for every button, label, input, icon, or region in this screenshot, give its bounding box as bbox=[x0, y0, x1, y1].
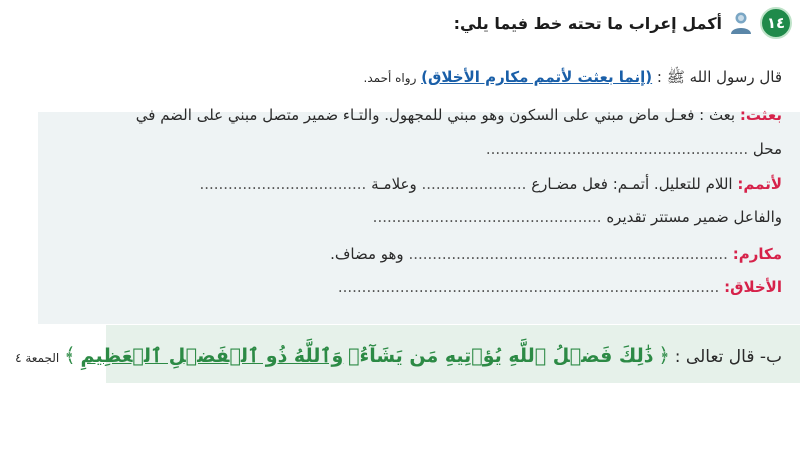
item-1-mahal: محل bbox=[752, 140, 782, 158]
item-2-text-b: وعلامـة bbox=[371, 175, 417, 193]
item-1-word: بعثت: bbox=[739, 106, 782, 124]
hadith-source: رواه أحمد. bbox=[363, 71, 417, 85]
answer-blank[interactable]: ................................................................... bbox=[408, 245, 728, 263]
item-4-line bbox=[338, 277, 782, 297]
verse-part-1: ذَٰلِكَ فَضۡلُ ٱللَّهِ يُؤۡتِيهِ مَن يَشَآءُۚ bbox=[348, 345, 654, 367]
verse-prefix: ب- قال تعالى : bbox=[674, 347, 782, 367]
person-icon bbox=[728, 10, 754, 36]
exercise-number-badge: ١٤ bbox=[760, 7, 792, 39]
verse-open-bracket: ﴿ bbox=[658, 343, 671, 367]
item-1-text: بعث : فعـل ماض مبني على السكون وهو مبني للمجهول. والتـاء ضمير متصل مبني على الضم في bbox=[135, 106, 736, 124]
answer-blank[interactable]: ................................... bbox=[199, 175, 367, 193]
item-2-line-2 bbox=[373, 207, 782, 227]
answer-blank[interactable]: ...................... bbox=[421, 175, 527, 193]
item-1-line-2 bbox=[486, 139, 782, 159]
answer-blank[interactable]: ................................................ bbox=[372, 208, 602, 226]
item-2-word: لأتمم: bbox=[737, 175, 782, 193]
exercise-title: أكمل إعراب ما تحته خط فيما يلي: bbox=[453, 13, 722, 33]
item-3-suffix: وهو مضاف. bbox=[330, 245, 404, 263]
hadith-intro: قال رسول الله ﷺ : bbox=[656, 68, 782, 86]
answer-blank[interactable]: ....................................................... bbox=[485, 140, 749, 158]
verse-source: الجمعة ٤ bbox=[15, 351, 60, 365]
exercise-header bbox=[454, 6, 792, 40]
verse-line bbox=[15, 342, 782, 371]
item-3-line bbox=[330, 244, 782, 264]
item-3-word: مكارم: bbox=[732, 245, 782, 263]
item-2-line-1 bbox=[199, 174, 782, 194]
verse-close-bracket: ﴾ bbox=[64, 343, 76, 367]
item-2-text-a: اللام للتعليل. أتمـم: فعل مضـارع bbox=[531, 175, 733, 193]
answer-blank[interactable]: ................................................................................ bbox=[337, 278, 720, 296]
hadith-text: (إنما بعثت لأتمم مكارم الأخلاق) bbox=[421, 68, 653, 86]
item-2-text-c: والفاعل ضمير مستتر تقديره bbox=[606, 208, 782, 226]
item-1-line-1 bbox=[136, 105, 782, 125]
hadith-line bbox=[364, 67, 782, 88]
item-4-word: الأخلاق: bbox=[724, 278, 782, 296]
verse-part-2-underlined: وَٱللَّهُ ذُو ٱلۡفَضۡلِ ٱلۡعَظِيمِ bbox=[80, 345, 344, 367]
